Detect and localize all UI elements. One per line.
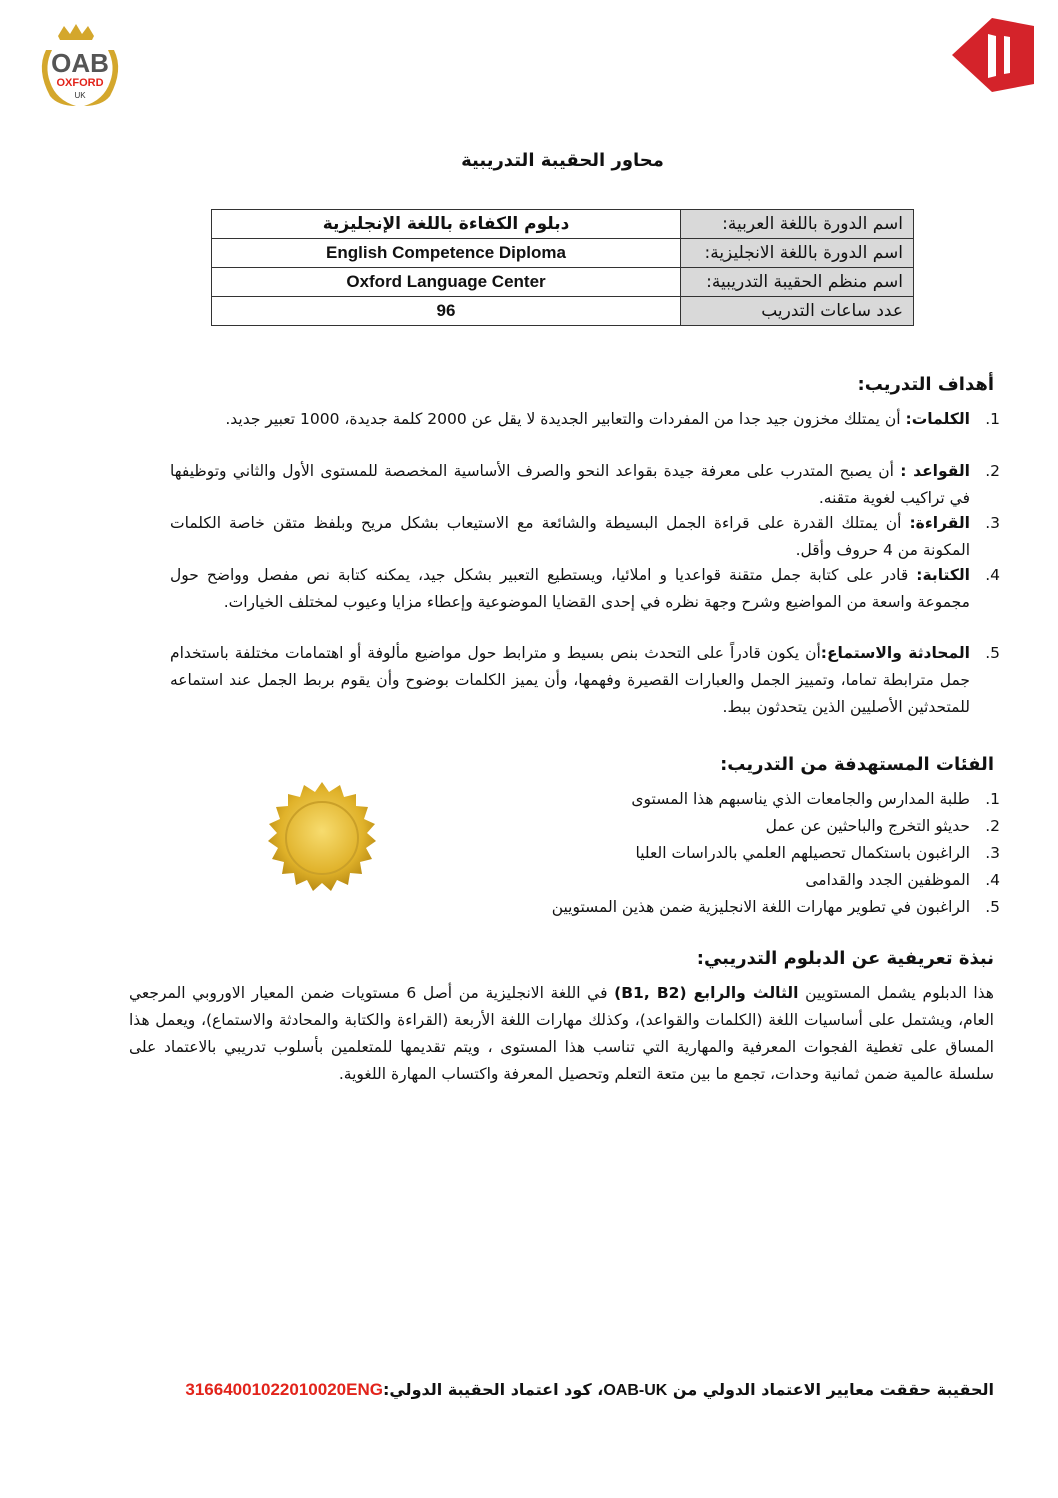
about-text-rest: في اللغة الانجليزية من أصل 6 مستويات ضمن المعيار الاوروبي المرجعي العام، ويشتمل على أساسيات اللغة (الكلمات والقواعد)، وكذلك مهارات اللغة الأربعة (القراءة والكتابة والمحادثة والاستماع)، ويعمل هذا المساق على تغطية الفجوات المعرفية والمهارية التي تناسب هذا المستوى ، ويتم تقديمها للمتعلمين بأسلوب تدريبي بالاعتماد على سلسلة عالمية ضمن ثمانية وحدات، تجمع ما بين متعة التعلم وتحصيل المعرفة واكتساب المهارة اللغوية. bbox=[129, 984, 994, 1083]
item-text: أن يمتلك القدرة على قراءة الجمل البسيطة والشائعة مع الاستيعاب بشكل مريح وبلفظ متقن خاصة الكلمات المكونة من 4 حروف وأقل. bbox=[170, 514, 970, 559]
item-text: الموظفين الجدد والقدامى bbox=[805, 871, 970, 889]
list-item bbox=[170, 562, 1000, 616]
list-item bbox=[170, 510, 1000, 564]
item-number: 2. bbox=[985, 462, 1000, 480]
table-value: دبلوم الكفاءة باللغة الإنجليزية bbox=[212, 210, 681, 239]
item-number: 3. bbox=[985, 844, 1000, 862]
accreditation-footer bbox=[185, 1380, 994, 1400]
list-item bbox=[170, 406, 1000, 433]
item-text: حديثو التخرج والباحثين عن عمل bbox=[765, 817, 970, 835]
item-text: أن يصبح المتدرب على معرفة جيدة بقواعد النحو والصرف الأساسية المخصصة للمستوى الأول والثاني وتوظيفها في تراكيب لغوية متقنه. bbox=[170, 462, 970, 507]
logo-sub-text: OXFORD bbox=[56, 77, 104, 89]
item-text: أن يكون قادراً على التحدث بنص بسيط و مترابط حول مواضيع مألوفة أو اهتمامات مختلفة باستخدام جمل مترابطة تماما، وتمييز الجمل والعبارات القصيرة وفهمها، وأن يميز الكلمات بوضوح وأن يقوم بربط الجمل عند استماعه للمتحدثين الأصليين الذين يتحدثون ببط. bbox=[170, 644, 970, 716]
item-number: 5. bbox=[985, 898, 1000, 916]
list-item bbox=[410, 786, 1000, 813]
item-term: القواعد : bbox=[900, 462, 970, 480]
about-text-start: هذا الدبلوم يشمل المستويين bbox=[798, 984, 994, 1002]
table-value: English Competence Diploma bbox=[212, 239, 681, 268]
table-label: عدد ساعات التدريب bbox=[681, 297, 914, 326]
target-list bbox=[410, 786, 1000, 921]
accreditation-code: 31664001022010020ENG bbox=[185, 1380, 383, 1399]
table-row bbox=[212, 210, 914, 239]
table-value: 96 bbox=[212, 297, 681, 326]
table-row bbox=[212, 297, 914, 326]
targets-heading: الفئات المستهدفة من التدريب: bbox=[720, 754, 994, 775]
list-item bbox=[410, 894, 1000, 921]
logo-main-text: OAB bbox=[51, 48, 109, 78]
footer-text: الحقيبة حققت معايير الاعتماد الدولي من bbox=[667, 1380, 994, 1399]
oab-oxford-logo bbox=[28, 20, 132, 108]
item-number: 5. bbox=[985, 644, 1000, 662]
about-paragraph bbox=[129, 980, 994, 1088]
list-item bbox=[410, 867, 1000, 894]
table-row bbox=[212, 268, 914, 297]
footer-org: OAB-UK bbox=[603, 1382, 668, 1399]
item-number: 2. bbox=[985, 817, 1000, 835]
table-value: Oxford Language Center bbox=[212, 268, 681, 297]
table-row bbox=[212, 239, 914, 268]
item-term: الكتابة: bbox=[916, 566, 970, 584]
item-number: 3. bbox=[985, 514, 1000, 532]
list-item bbox=[410, 840, 1000, 867]
course-info-table bbox=[211, 209, 914, 326]
item-term: القراءة: bbox=[909, 514, 970, 532]
item-term: الكلمات: bbox=[905, 410, 970, 428]
logo-country-text: UK bbox=[74, 91, 86, 100]
item-number: 4. bbox=[985, 566, 1000, 584]
footer-text-2: ، كود اعتماد الحقيبة الدولي: bbox=[382, 1380, 604, 1399]
item-text: طلبة المدارس والجامعات الذي يناسبهم هذا المستوى bbox=[631, 790, 970, 808]
item-text: أن يمتلك مخزون جيد جدا من المفردات والتعابير الجديدة لا يقل عن 2000 كلمة جديدة، 1000 تعبير جديد. bbox=[225, 410, 906, 428]
table-label: اسم الدورة باللغة العربية: bbox=[681, 210, 914, 239]
list-item bbox=[410, 813, 1000, 840]
list-item bbox=[170, 458, 1000, 512]
gold-seal-icon bbox=[258, 780, 386, 908]
item-number: 1. bbox=[985, 410, 1000, 428]
item-term: المحادثة والاستماع: bbox=[820, 644, 970, 662]
item-number: 4. bbox=[985, 871, 1000, 889]
corner-brand-mark bbox=[952, 18, 1034, 92]
item-text: الراغبون باستكمال تحصيلهم العلمي بالدراسات العليا bbox=[635, 844, 970, 862]
table-label: اسم الدورة باللغة الانجليزية: bbox=[681, 239, 914, 268]
item-number: 1. bbox=[985, 790, 1000, 808]
about-levels: الثالث والرابع (B1, B2) bbox=[614, 984, 799, 1002]
item-text: الراغبون في تطوير مهارات اللغة الانجليزية ضمن هذين المستويين bbox=[551, 898, 970, 916]
page-title: محاور الحقيبة التدريبية bbox=[461, 150, 664, 171]
list-item bbox=[170, 640, 1000, 721]
objectives-heading: أهداف التدريب: bbox=[857, 374, 994, 395]
table-label: اسم منظم الحقيبة التدريبية: bbox=[681, 268, 914, 297]
about-heading: نبذة تعريفية عن الدبلوم التدريبي: bbox=[696, 948, 994, 969]
item-text: قادر على كتابة جمل متقنة قواعديا و املائيا، ويستطيع التعبير بشكل جيد، يمكنه كتابة نص مفصل وواضح حول مجموعة واسعة من المواضيع وشرح وجهة نظره في إحدى القضايا الموضوعية وإعطاء مزايا وعيوب لمختلف الخيارات. bbox=[170, 566, 970, 611]
